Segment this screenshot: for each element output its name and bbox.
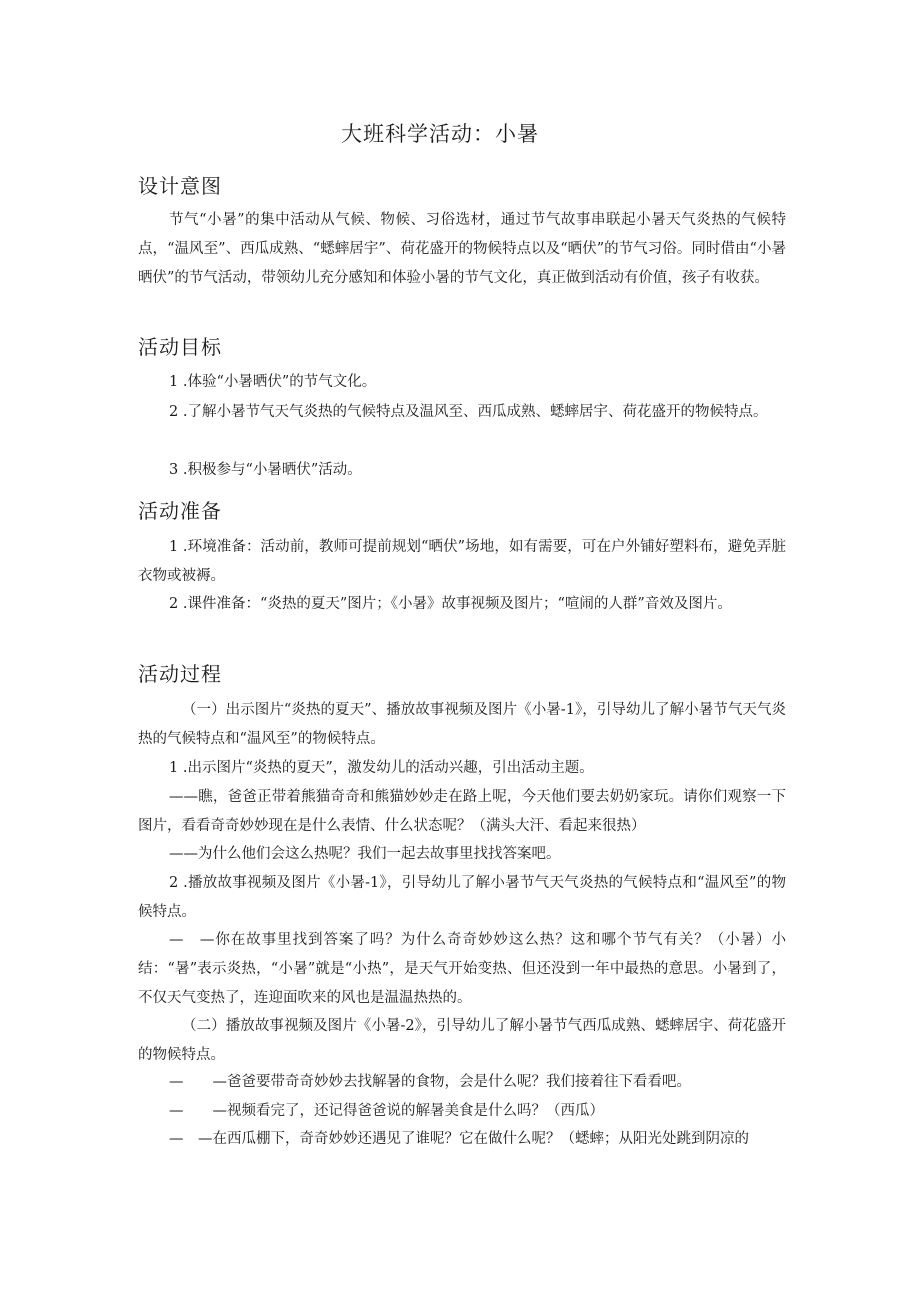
process-para-9: — —视频看完了，还记得爸爸说的解暑美食是什么吗？（西瓜）	[169, 1103, 604, 1119]
process-para-5: 2 .播放故事视频及图片《小暑-1》，引导幼儿了解小暑节气天气炎热的气候特点和“温风至”的物候特点。	[138, 875, 786, 920]
process-para-3: ——瞧，爸爸正带着熊猫奇奇和熊猫妙妙走在路上呢，今天他们要去奶奶家玩。请你们观察一下图片，看看奇奇妙妙现在是什么表情、什么状态呢？（满头大汗、看起来很热）	[138, 789, 786, 834]
process-para-1: （一）出示图片“炎热的夏天”、播放故事视频及图片《小暑-1》，引导幼儿了解小暑节气天气炎热的气候特点和“温风至”的物候特点。	[138, 702, 786, 747]
section-heading-process: 活动过程	[138, 662, 222, 686]
intent-paragraph: 节气“小暑”的集中活动从气候、物候、习俗选材，通过节气故事串联起小暑天气炎热的气候特点，“温风至”、西瓜成熟、“蟋蟀居宇”、荷花盛开的物候特点以及“晒伏”的节气习俗。同时借由“小暑晒伏”的节气活动，带领幼儿充分感知和体验小暑的节气文化，真正做到活动有价值，孩子有收获。	[138, 212, 786, 286]
process-para-10: — —在西瓜棚下，奇奇妙妙还遇见了谁呢？它在做什么呢？（蟋蟀；从阳光处跳到阴凉的	[169, 1131, 749, 1147]
goal-item-1: 1 .体验“小暑晒伏”的节气文化。	[169, 374, 377, 390]
section-heading-intent: 设计意图	[138, 174, 222, 198]
process-para-2: 1 .出示图片“炎热的夏天”，激发幼儿的活动兴趣，引出活动主题。	[169, 760, 594, 776]
section-heading-goals: 活动目标	[138, 335, 222, 359]
process-para-7: （二）播放故事视频及图片《小暑-2》，引导幼儿了解小暑节气西瓜成熟、蟋蟀居宇、荷花盛开的物候特点。	[138, 1018, 786, 1063]
process-para-4: ——为什么他们会这么热呢？我们一起去故事里找找答案吧。	[169, 846, 561, 862]
process-para-6: — —你在故事里找到答案了吗？为什么奇奇妙妙这么热？这和哪个节气有关？（小暑）小结：“暑”表示炎热，“小暑”就是“小热”，是天气开始变热、但还没到一年中最热的意思。小暑到了，不仅天气变热了，连迎面吹来的风也是温温热热的。	[138, 932, 786, 1006]
page-title: 大班科学活动：小暑	[341, 122, 539, 146]
prep-item-1: 1 .环境准备：活动前，教师可提前规划“晒伏”场地，如有需要，可在户外铺好塑料布，避免弄脏衣物或被褥。	[138, 539, 786, 584]
goal-item-3: 3 .积极参与“小暑晒伏”活动。	[169, 462, 362, 478]
process-para-8: — —爸爸要带奇奇妙妙去找解暑的食物，会是什么呢？我们接着往下看看吧。	[169, 1074, 691, 1090]
section-heading-prep: 活动准备	[138, 499, 222, 523]
goal-item-2: 2 .了解小暑节气天气炎热的气候特点及温风至、西瓜成熟、蟋蟀居宇、荷花盛开的物候特点。	[169, 404, 768, 420]
prep-item-2: 2 .课件准备：“炎热的夏天”图片；《小暑》故事视频及图片；“喧闹的人群”音效及图片。	[169, 596, 732, 612]
